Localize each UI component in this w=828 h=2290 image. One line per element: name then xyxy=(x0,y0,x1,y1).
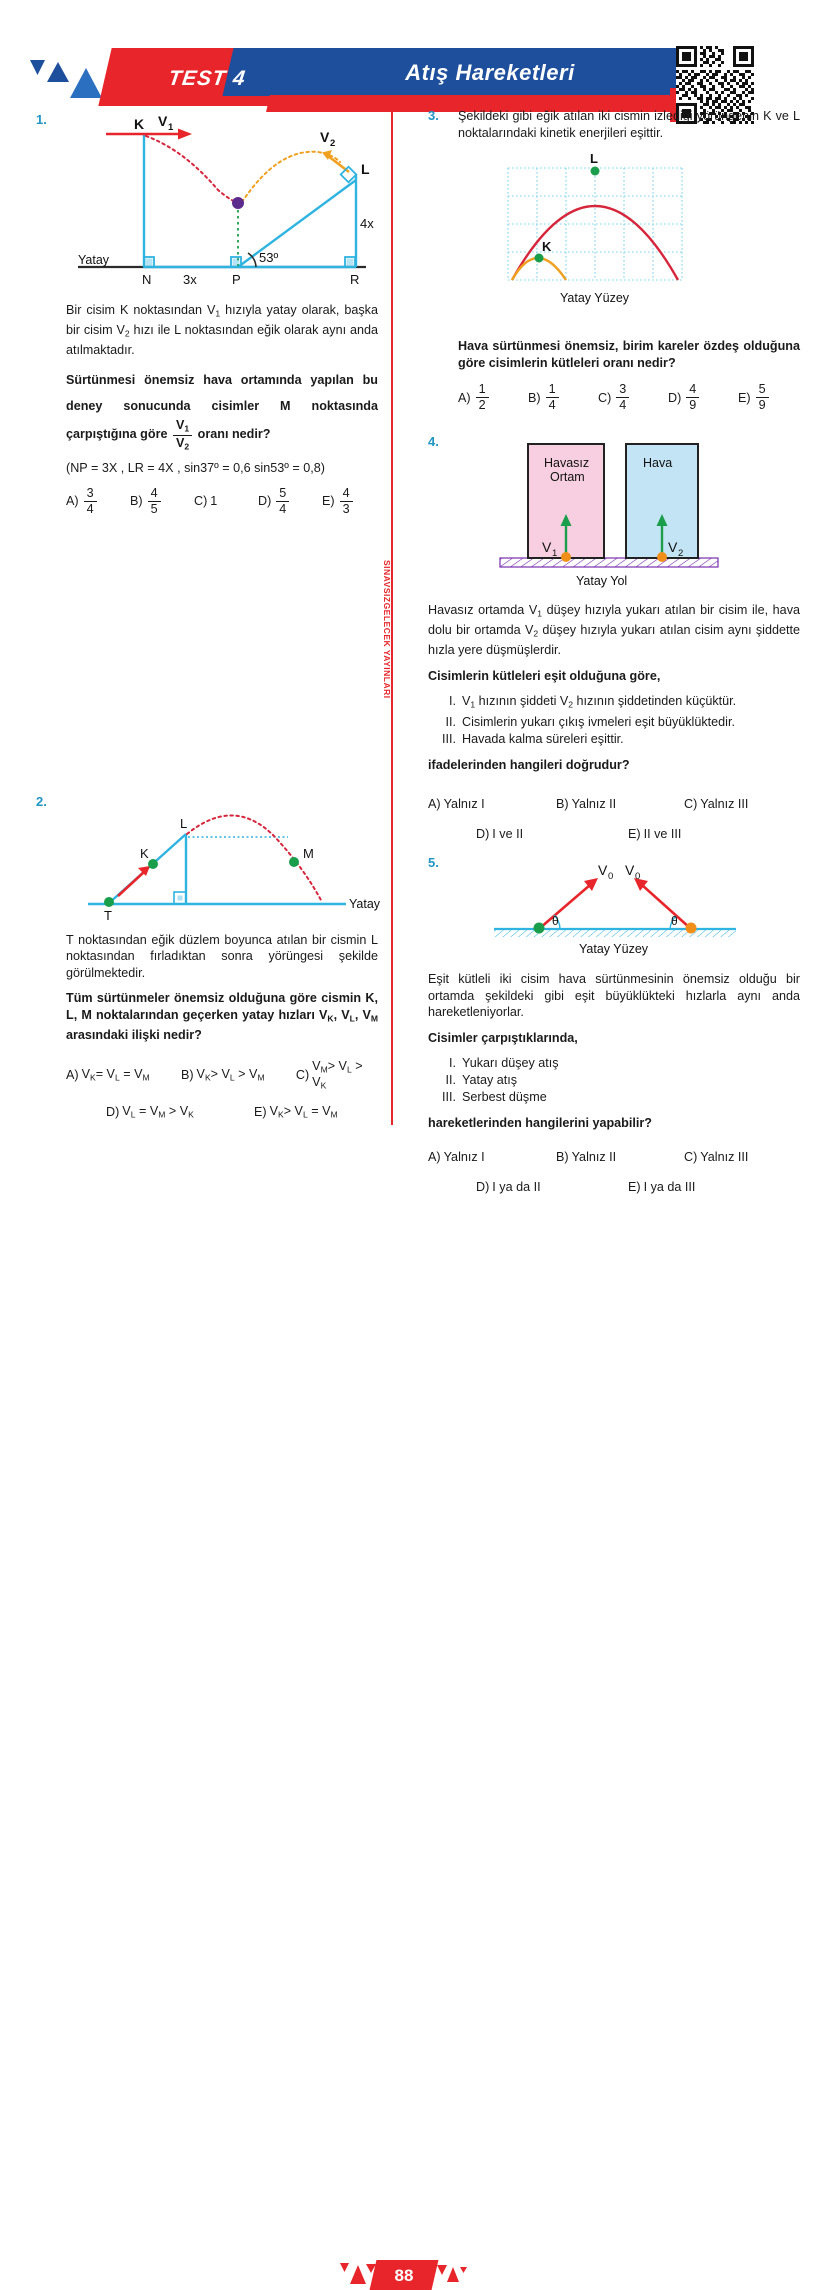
question-4-statement-2 xyxy=(436,714,800,731)
svg-text:V: V xyxy=(668,539,678,556)
svg-text:M: M xyxy=(303,845,314,861)
question-1-options xyxy=(66,487,378,516)
question-4-options-row-2 xyxy=(428,827,800,841)
question-1-option-d[interactable]: D) $\frac{5}{4}$ xyxy=(258,487,322,516)
question-1-option-b[interactable]: B) $\frac{4}{5}$ xyxy=(130,487,194,516)
svg-text:K: K xyxy=(140,845,149,861)
option-text: Yalnız II xyxy=(571,797,617,812)
question-3-number: 3. xyxy=(428,108,439,123)
question-1-option-a[interactable]: A) $\frac{3}{4}$ xyxy=(66,487,130,516)
question-2-option-a[interactable]: A) $V_K= V_L = V_M$ xyxy=(66,1067,150,1083)
vacuum-vs-air-boxes-figure xyxy=(480,434,822,592)
question-4-paragraph-1: Havasız ortamda $V_1$ düşey hızıyla yukarı atılan bir cisim ile, hava dolu bir ortamda $V_2$ düşey hızıyla yukarı atılan cisim aynı şiddette hızla yere düşmüşlerdir. xyxy=(428,603,800,658)
statement-text: Yukarı düşey atış xyxy=(462,1056,559,1071)
question-1-number: 1. xyxy=(36,112,47,127)
question-5-options-row-2 xyxy=(428,1180,800,1194)
svg-text:V: V xyxy=(158,113,168,129)
publisher-triangle-logo xyxy=(30,58,100,100)
svg-text:θ: θ xyxy=(552,914,559,929)
option-label: B) xyxy=(556,797,569,812)
svg-text:Yatay: Yatay xyxy=(78,253,110,267)
projectile-collision-figure xyxy=(66,112,378,292)
svg-text:1: 1 xyxy=(168,122,174,133)
option-text: II ve III xyxy=(643,827,682,842)
question-5-statement-2 xyxy=(436,1072,800,1089)
svg-text:3x: 3x xyxy=(183,272,197,287)
question-5-paragraph-1: Eşit kütleli iki cisim hava sürtünmesinin önemsiz olduğu bir ortamda şekildeki gibi eşit büyüklükteki hızlarla aynı anda hareketleniyorlar. xyxy=(428,972,800,1020)
roman-numeral: I. xyxy=(449,694,456,709)
question-3-option-e[interactable]: E) $\frac{5}{9}$ xyxy=(738,383,771,412)
question-2 xyxy=(36,793,381,1120)
svg-text:V: V xyxy=(598,862,608,879)
question-4-paragraph-2: Cisimlerin kütleleri eşit olduğuna göre, xyxy=(428,668,661,683)
right-column xyxy=(428,108,800,1194)
roman-numeral: III. xyxy=(442,1090,456,1105)
question-4-statement-1 xyxy=(436,693,800,713)
option-label: D) xyxy=(476,827,490,842)
svg-text:Yatay Yüzey: Yatay Yüzey xyxy=(560,291,630,305)
question-3-question: Hava sürtünmesi önemsiz, birim kareler özdeş olduğuna göre cisimlerin kütleleri oranı nedir? xyxy=(458,339,800,370)
page-number: 88 xyxy=(394,2266,414,2285)
question-2-paragraph-2: Tüm sürtünmeler önemsiz olduğuna göre cismin K, L, M noktalarından geçerken yatay hızları $V_K$, $V_L$, $V_M$ arasındaki ilişki nedir? xyxy=(66,991,379,1042)
question-1-option-c[interactable]: C) 1 xyxy=(194,494,218,509)
option-text: Yalnız III xyxy=(700,797,749,812)
question-3-intro: Şekildeki gibi eğik atılan iki cismin izlediği yörüngenin K ve L noktalarındaki kinetik enerjileri eşittir. xyxy=(458,109,800,140)
svg-text:Havasız: Havasız xyxy=(544,456,590,471)
svg-text:Yatay: Yatay xyxy=(349,896,381,911)
svg-text:V: V xyxy=(542,539,552,556)
option-label: A) xyxy=(428,797,441,812)
roman-numeral: II. xyxy=(445,714,456,729)
two-trajectories-grid-figure xyxy=(464,150,806,328)
inclined-plane-projectile-figure xyxy=(66,794,381,923)
statement-text: Yatay atış xyxy=(462,1073,518,1088)
svg-text:L: L xyxy=(590,151,598,166)
roman-numeral: II. xyxy=(445,1073,456,1088)
question-2-option-c[interactable]: C) $V_M> V_L > V_K$ xyxy=(295,1059,363,1091)
option-label: A) xyxy=(428,1149,441,1164)
question-5-statement-1 xyxy=(436,1055,800,1072)
publisher-vertical-brand: SINAVSIZGELECEK YAYINLARI xyxy=(382,560,392,699)
question-2-option-e[interactable]: E) $V_K> V_L = V_M$ xyxy=(254,1104,338,1120)
svg-text:4x: 4x xyxy=(360,216,374,231)
svg-text:T: T xyxy=(104,907,112,923)
question-4-option-a[interactable] xyxy=(428,797,556,811)
question-2-option-d[interactable]: D) $V_L = V_M > V_K$ xyxy=(106,1104,194,1120)
option-text: Yalnız I xyxy=(443,797,485,812)
statement-text: $V_1$ hızının şiddeti $V_2$ hızının şiddetinden küçüktür. xyxy=(462,694,737,710)
question-2-options-row-1 xyxy=(66,1059,378,1090)
question-4-closing: ifadelerinden hangileri doğrudur? xyxy=(428,757,630,772)
question-5-option-d[interactable] xyxy=(476,1180,628,1194)
question-1-paragraph-1: Bir cisim K noktasından $V_1$ hızıyla yatay olarak, başka bir cisim $V_2$ hızı ile L noktasından eğik olarak aynı anda atılmaktadır. xyxy=(66,303,378,357)
question-5-paragraph-2: Cisimler çarpıştıklarında, xyxy=(428,1030,578,1045)
question-1-note: (NP = 3X , LR = 4X , sin37º = 0,6 sin53º = 0,8) xyxy=(66,461,325,476)
question-1 xyxy=(36,112,378,516)
question-2-paragraph-1: T noktasından eğik düzlem boyunca atılan bir cismin L noktasından fırladıktan sonra yörüngesi şekilde görülmektedir. xyxy=(66,932,378,980)
option-label: D) xyxy=(476,1179,490,1194)
page-header xyxy=(0,22,828,102)
svg-text:L: L xyxy=(361,161,370,177)
question-1-paragraph-2: Sürtünmesi önemsiz hava ortamında yapılan bu deney sonucunda cisimler M noktasında çarpıştığına göre $\frac{V_1}{V_2}$ oranı nedir? xyxy=(66,373,378,452)
question-1-option-e[interactable]: E) $\frac{4}{3}$ xyxy=(322,487,355,516)
option-label: B) xyxy=(556,1149,569,1164)
question-4-statements xyxy=(436,693,800,747)
option-text: I ve II xyxy=(492,827,524,842)
left-column xyxy=(36,108,381,1120)
svg-text:V: V xyxy=(625,862,635,879)
option-label: E) xyxy=(628,827,641,842)
question-4-option-d[interactable] xyxy=(476,827,628,841)
question-3-option-b[interactable]: B) $\frac{1}{4}$ xyxy=(528,383,598,412)
question-3-options xyxy=(458,383,800,412)
svg-text:L: L xyxy=(180,815,188,831)
option-text: Yalnız II xyxy=(571,1149,617,1164)
svg-text:Hava: Hava xyxy=(643,456,673,471)
svg-text:θ: θ xyxy=(671,914,678,929)
svg-text:V: V xyxy=(320,129,330,145)
question-2-options-row-2 xyxy=(66,1104,378,1119)
question-4 xyxy=(428,434,800,841)
svg-text:2: 2 xyxy=(330,138,336,149)
question-2-number: 2. xyxy=(36,793,47,809)
question-5-closing: hareketlerinden hangilerini yapabilir? xyxy=(428,1116,652,1131)
question-5-statement-3 xyxy=(436,1089,800,1106)
svg-text:P: P xyxy=(232,272,241,287)
question-4-option-b[interactable] xyxy=(556,797,684,811)
question-5-statements xyxy=(436,1055,800,1106)
svg-text:1: 1 xyxy=(552,548,558,560)
option-label: E) xyxy=(628,1179,641,1194)
statement-text: Havada kalma süreleri eşittir. xyxy=(462,731,624,746)
svg-text:Yatay Yol: Yatay Yol xyxy=(576,574,628,589)
svg-text:2: 2 xyxy=(678,548,684,560)
svg-text:0: 0 xyxy=(608,871,614,883)
option-text: I ya da III xyxy=(643,1179,696,1194)
svg-text:K: K xyxy=(542,239,552,254)
two-objects-equal-angle-figure xyxy=(468,855,810,961)
question-3-option-d[interactable]: D) $\frac{4}{9}$ xyxy=(668,383,738,412)
statement-text: Cisimlerin yukarı çıkış ivmeleri eşit büyüklüktedir. xyxy=(462,714,735,729)
option-text: I ya da II xyxy=(492,1179,541,1194)
option-text: Yalnız I xyxy=(443,1149,485,1164)
option-text: Yalnız III xyxy=(700,1149,749,1164)
svg-text:R: R xyxy=(350,272,360,287)
question-5-option-e[interactable] xyxy=(628,1180,695,1194)
svg-text:N: N xyxy=(142,272,152,287)
svg-text:0: 0 xyxy=(635,871,641,883)
question-4-statement-3 xyxy=(436,731,800,748)
question-3-option-a[interactable]: A) $\frac{1}{2}$ xyxy=(458,383,528,412)
question-2-option-b[interactable]: B) $V_K> V_L > V_M$ xyxy=(180,1067,265,1083)
test-label: TEST 4 xyxy=(166,67,248,90)
svg-text:Ortam: Ortam xyxy=(550,470,585,485)
option-label: C) xyxy=(684,1149,698,1164)
roman-numeral: III. xyxy=(442,731,456,746)
question-3-option-c[interactable]: C) $\frac{3}{4}$ xyxy=(598,383,668,412)
svg-text:K: K xyxy=(134,116,145,132)
footer-logo-right xyxy=(437,2264,467,2286)
question-4-options-row-1 xyxy=(428,797,800,811)
question-5-number: 5. xyxy=(428,855,439,871)
svg-text:Yatay Yüzey: Yatay Yüzey xyxy=(579,942,649,957)
question-4-option-e[interactable] xyxy=(628,827,681,841)
roman-numeral: I. xyxy=(449,1056,456,1071)
question-4-option-c[interactable] xyxy=(684,797,748,811)
question-3 xyxy=(428,108,800,412)
svg-text:53º: 53º xyxy=(259,250,279,265)
question-4-number: 4. xyxy=(428,434,439,450)
statement-text: Serbest düşme xyxy=(462,1090,547,1105)
option-label: C) xyxy=(684,797,698,812)
page-title: Atış Hareketleri xyxy=(405,60,575,85)
